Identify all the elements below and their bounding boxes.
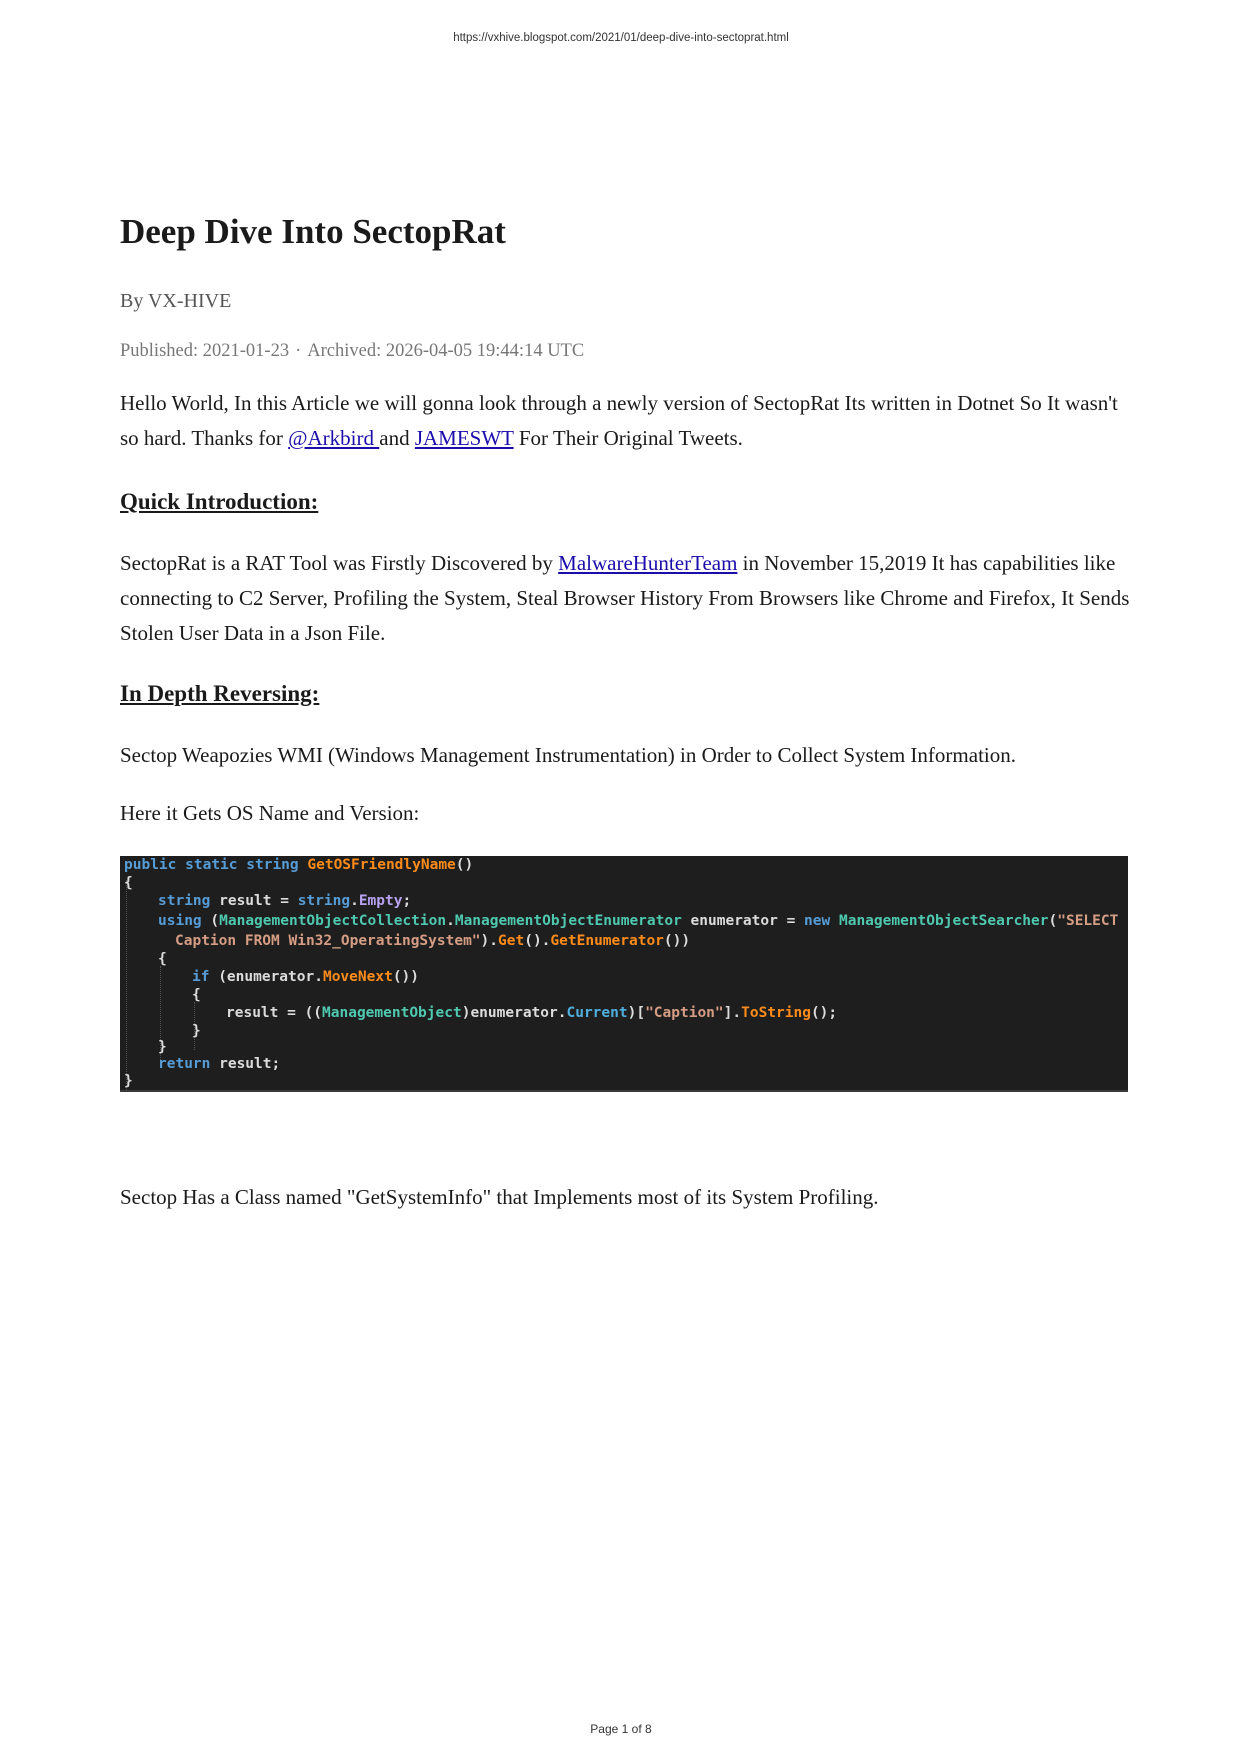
- article-title: Deep Dive Into SectopRat: [120, 212, 506, 251]
- quick-intro-text: SectopRat is a RAT Tool was Firstly Discovered by: [120, 551, 559, 575]
- page-number: Page 1 of 8: [590, 1722, 652, 1736]
- code-line: {: [124, 875, 133, 891]
- code-line: if (enumerator.MoveNext()): [192, 969, 420, 985]
- intro-paragraph: [120, 386, 1130, 456]
- article-byline: By VX-HIVE: [120, 290, 232, 312]
- intro-text: For Their Original Tweets.: [513, 426, 743, 450]
- jameswt-link[interactable]: JAMESWT: [414, 426, 514, 450]
- code-line: }: [158, 1039, 167, 1055]
- code-line: {: [158, 951, 167, 967]
- archived-date: Archived: 2026-04-05 19:44:14 UTC: [307, 341, 585, 361]
- os-name-paragraph: Here it Gets OS Name and Version:: [120, 801, 420, 825]
- indent-guide: [126, 880, 127, 1090]
- code-line: {: [192, 987, 201, 1003]
- code-line: string result = string.Empty;: [158, 893, 412, 909]
- article-meta: [120, 341, 584, 362]
- wmi-paragraph: Sectop Weapozies WMI (Windows Management Instrumentation) in Order to Collect System Information.: [120, 743, 1016, 767]
- code-line: public static string GetOSFriendlyName(): [124, 857, 474, 873]
- published-date: Published: 2021-01-23: [120, 341, 290, 361]
- intro-text: and: [379, 426, 415, 450]
- arkbird-link[interactable]: @Arkbird: [288, 426, 380, 450]
- getsysteminfo-paragraph: Sectop Has a Class named "GetSystemInfo" that Implements most of its System Profiling.: [120, 1185, 879, 1209]
- page-url-header: https://vxhive.blogspot.com/2021/01/deep-dive-into-sectoprat.html: [453, 32, 789, 44]
- malwarehunterteam-link[interactable]: MalwareHunterTeam: [558, 551, 738, 575]
- code-line: }: [192, 1023, 201, 1039]
- quick-intro-text: in November 15,2019 It has capabilities like connecting to C2 Server, Profiling the System, Steal Browser History From Browsers like Chrome and Firefox, It Sends Stolen User Data in a Json File.: [120, 551, 1130, 645]
- code-line: result = ((ManagementObject)enumerator.Current)["Caption"].ToString();: [226, 1005, 838, 1021]
- heading-in-depth-reversing: In Depth Reversing:: [120, 681, 320, 706]
- heading-quick-introduction: Quick Introduction:: [120, 489, 319, 514]
- intro-text: Hello World, In this Article we will gonna look through a newly version of SectopRat Its written in Dotnet So It wasn't so hard. Thanks for: [120, 391, 1118, 450]
- code-line: }: [124, 1073, 133, 1089]
- meta-separator: ·: [295, 341, 302, 361]
- quick-intro-paragraph: [120, 546, 1130, 651]
- code-line: Caption FROM Win32_OperatingSystem").Get().GetEnumerator()): [175, 933, 691, 949]
- code-screenshot: [120, 856, 1128, 1092]
- code-line: return result;: [158, 1056, 281, 1072]
- code-line: using (ManagementObjectCollection.ManagementObjectEnumerator enumerator = new ManagementObjectSearcher("SELECT: [158, 913, 1119, 929]
